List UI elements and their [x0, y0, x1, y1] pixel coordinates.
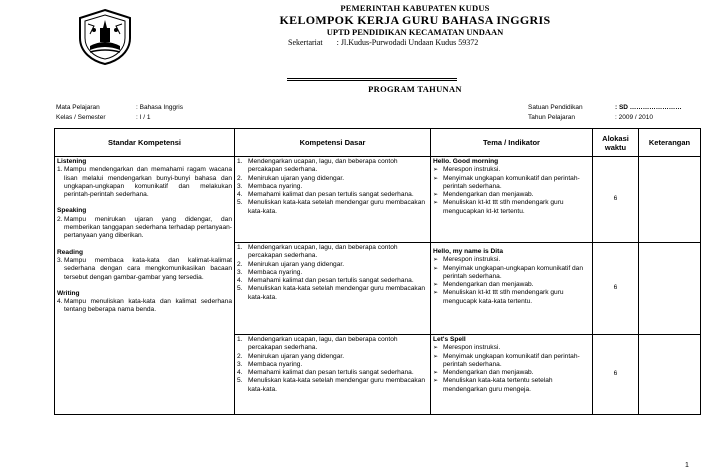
list-item: ➢ Menuliskan kt-kt ttt stlh mendengark guru mengucapk kata-kata tertentu.: [433, 289, 564, 305]
secretariat-address: Sekertariat : Jl.Kudus-Purwodadi Undaan Kudus 59372: [288, 38, 479, 48]
sk-item: 3. Mampu membaca kata-kata dan kalimat-kalimat sederhana dengan cara mengkomunikasikan bacaan tersebut dengan gambar-gambar yang tersedia.: [57, 256, 232, 281]
list-item: ➢ Mendengarkan dan menjawab.: [433, 281, 534, 289]
list-item: ➢ Mendengarkan dan menjawab.: [433, 191, 534, 199]
alokasi-waktu-cell: 6: [593, 335, 639, 415]
alokasi-waktu-cell: 6: [593, 243, 639, 335]
arrow-bullet-icon: ➢: [433, 167, 439, 174]
header-divider-second: [287, 80, 457, 81]
header-keterangan: Keterangan: [639, 129, 701, 157]
arrow-bullet-icon: ➢: [433, 265, 439, 272]
arrow-bullet-icon: ➢: [433, 353, 439, 360]
sk-heading: Writing: [57, 289, 80, 297]
list-item: 2. Menirukan ujaran yang didengar.: [237, 352, 345, 360]
list-item: ➢ Menuliskan kata-kata tertentu setelah mendengarkan guru mengeja.: [433, 377, 553, 393]
document-title: PROGRAM TAHUNAN: [368, 84, 462, 94]
list-item: ➢ Merespon instruksi.: [433, 166, 501, 174]
list-item: 4. Memahami kalimat dan pesan tertulis sangat sederhana.: [237, 277, 414, 285]
sk-heading: Speaking: [57, 207, 87, 215]
header-standar-kompetensi: Standar Kompetensi: [55, 129, 235, 157]
header-divider: [287, 78, 457, 79]
sk-item: 2. Mampu menirukan ujaran yang didengar, dan memberikan tanggapan sederhana terhadap pertanyaan-pertanyaan yang diberikan.: [57, 215, 232, 240]
arrow-bullet-icon: ➢: [433, 378, 439, 385]
list-item: ➢ Menyimak ungkapan komunikatif dan perintah-perintah sederhana.: [433, 174, 580, 190]
list-item: 2. Menirukan ujaran yang didengar.: [237, 260, 345, 268]
school-unit-label: Satuan Pendidikan: [528, 104, 583, 111]
list-item: ➢ Menyimak ungkapan komunikatif dan perintah-perintah sederhana.: [433, 352, 580, 368]
list-item: ➢ Merespon instruksi.: [433, 256, 501, 264]
list-item: 3. Membaca nyaring.: [237, 268, 303, 276]
subject-label: Mata Pelajaran: [56, 104, 100, 111]
class-value: : I / 1: [136, 114, 151, 121]
sk-item: 4. Mampu menuliskan kata-kata dan kalimat sederhana tentang beberapa nama benda.: [57, 298, 232, 314]
tema-indikator-cell: [431, 243, 593, 335]
keterangan-cell: [639, 335, 701, 415]
list-item: ➢ Mendengarkan dan menjawab.: [433, 369, 534, 377]
list-item: ➢ Menuliskan kt-kt ttt stlh mendengark guru mengucapkan kt-kt tertentu.: [433, 199, 564, 215]
list-item: 1. Mendengarkan ucapan, lagu, dan beberapa contoh percakapan sederhana.: [237, 244, 398, 260]
standar-kompetensi-cell: [55, 157, 235, 415]
list-item: ➢ Menyimak ungkapan-ungkapan komunikatif dan perintah sederhana.: [433, 264, 584, 280]
sub-organization: UPTD PENDIDIKAN KECAMATAN UNDAAN: [326, 26, 504, 37]
list-item: 2. Menirukan ujaran yang didengar.: [237, 174, 345, 182]
subject-value: : Bahasa Inggris: [136, 104, 183, 111]
class-label: Kelas / Semester: [56, 114, 106, 121]
sk-heading: Listening: [57, 158, 87, 165]
program-table: [54, 128, 701, 415]
kudus-regency-emblem: [76, 8, 134, 66]
letterhead: [240, 4, 590, 48]
list-item: 1. Mendengarkan ucapan, lagu, dan beberapa contoh percakapan sederhana.: [237, 158, 398, 174]
list-item: 4. Memahami kalimat dan pesan tertulis sangat sederhana.: [237, 369, 414, 377]
arrow-bullet-icon: ➢: [433, 192, 439, 199]
list-item: ➢ Merespon instruksi.: [433, 344, 501, 352]
keterangan-cell: [639, 157, 701, 243]
school-year-label: Tahun Pelajaran: [528, 114, 575, 121]
list-item: 5. Menuliskan kata-kata setelah mendengar guru membacakan kata-kata.: [237, 285, 426, 301]
theme-title: Hello, my name is Dita: [433, 248, 503, 255]
keterangan-cell: [639, 243, 701, 335]
header-kompetensi-dasar: Kompetensi Dasar: [235, 129, 431, 157]
kompetensi-dasar-cell: [235, 157, 431, 243]
table-row: [55, 157, 701, 243]
page-number: 1: [685, 462, 689, 469]
government-name: PEMERINTAH KABUPATEN KUDUS: [340, 3, 490, 13]
tema-indikator-cell: [431, 335, 593, 415]
list-item: 3. Membaca nyaring.: [237, 182, 303, 190]
header-tema-indikator: Tema / Indikator: [431, 129, 593, 157]
school-year-value: : 2009 / 2010: [615, 114, 653, 121]
alokasi-waktu-cell: 6: [593, 157, 639, 243]
meta-right: [528, 103, 682, 123]
header-alokasi-waktu: Alokasi waktu: [593, 129, 639, 157]
organization-name: KELOMPOK KERJA GURU BAHASA INGGRIS: [279, 12, 551, 27]
kompetensi-dasar-cell: [235, 243, 431, 335]
tema-indikator-cell: [431, 157, 593, 243]
arrow-bullet-icon: ➢: [433, 200, 439, 207]
sk-heading: Reading: [57, 248, 84, 256]
arrow-bullet-icon: ➢: [433, 370, 439, 377]
list-item: 5. Menuliskan kata-kata setelah mendengar guru membacakan kata-kata.: [237, 377, 426, 393]
meta-left: [56, 103, 183, 123]
arrow-bullet-icon: ➢: [433, 282, 439, 289]
arrow-bullet-icon: ➢: [433, 257, 439, 264]
arrow-bullet-icon: ➢: [433, 290, 439, 297]
list-item: 5. Menuliskan kata-kata setelah mendengar guru membacakan kata-kata.: [237, 199, 426, 215]
school-unit-value: : SD ……………………: [615, 104, 682, 111]
kompetensi-dasar-cell: [235, 335, 431, 415]
list-item: 1. Mendengarkan ucapan, lagu, dan beberapa contoh percakapan sederhana.: [237, 336, 398, 352]
list-item: 4. Memahami kalimat dan pesan tertulis sangat sederhana.: [237, 191, 414, 199]
arrow-bullet-icon: ➢: [433, 345, 439, 352]
list-item: 3. Membaca nyaring.: [237, 360, 303, 368]
sk-item: 1. Mampu mendengarkan dan memahami ragam wacana lisan melalui mendengarkan bunyi-bunyi bahasa dan ungkapan-ungkapan komunikatif dan melakukan perintah-perintah sederhana.: [57, 166, 232, 199]
theme-title: Let's Spell: [433, 336, 466, 343]
arrow-bullet-icon: ➢: [433, 175, 439, 182]
theme-title: Hello. Good morning: [433, 158, 499, 165]
